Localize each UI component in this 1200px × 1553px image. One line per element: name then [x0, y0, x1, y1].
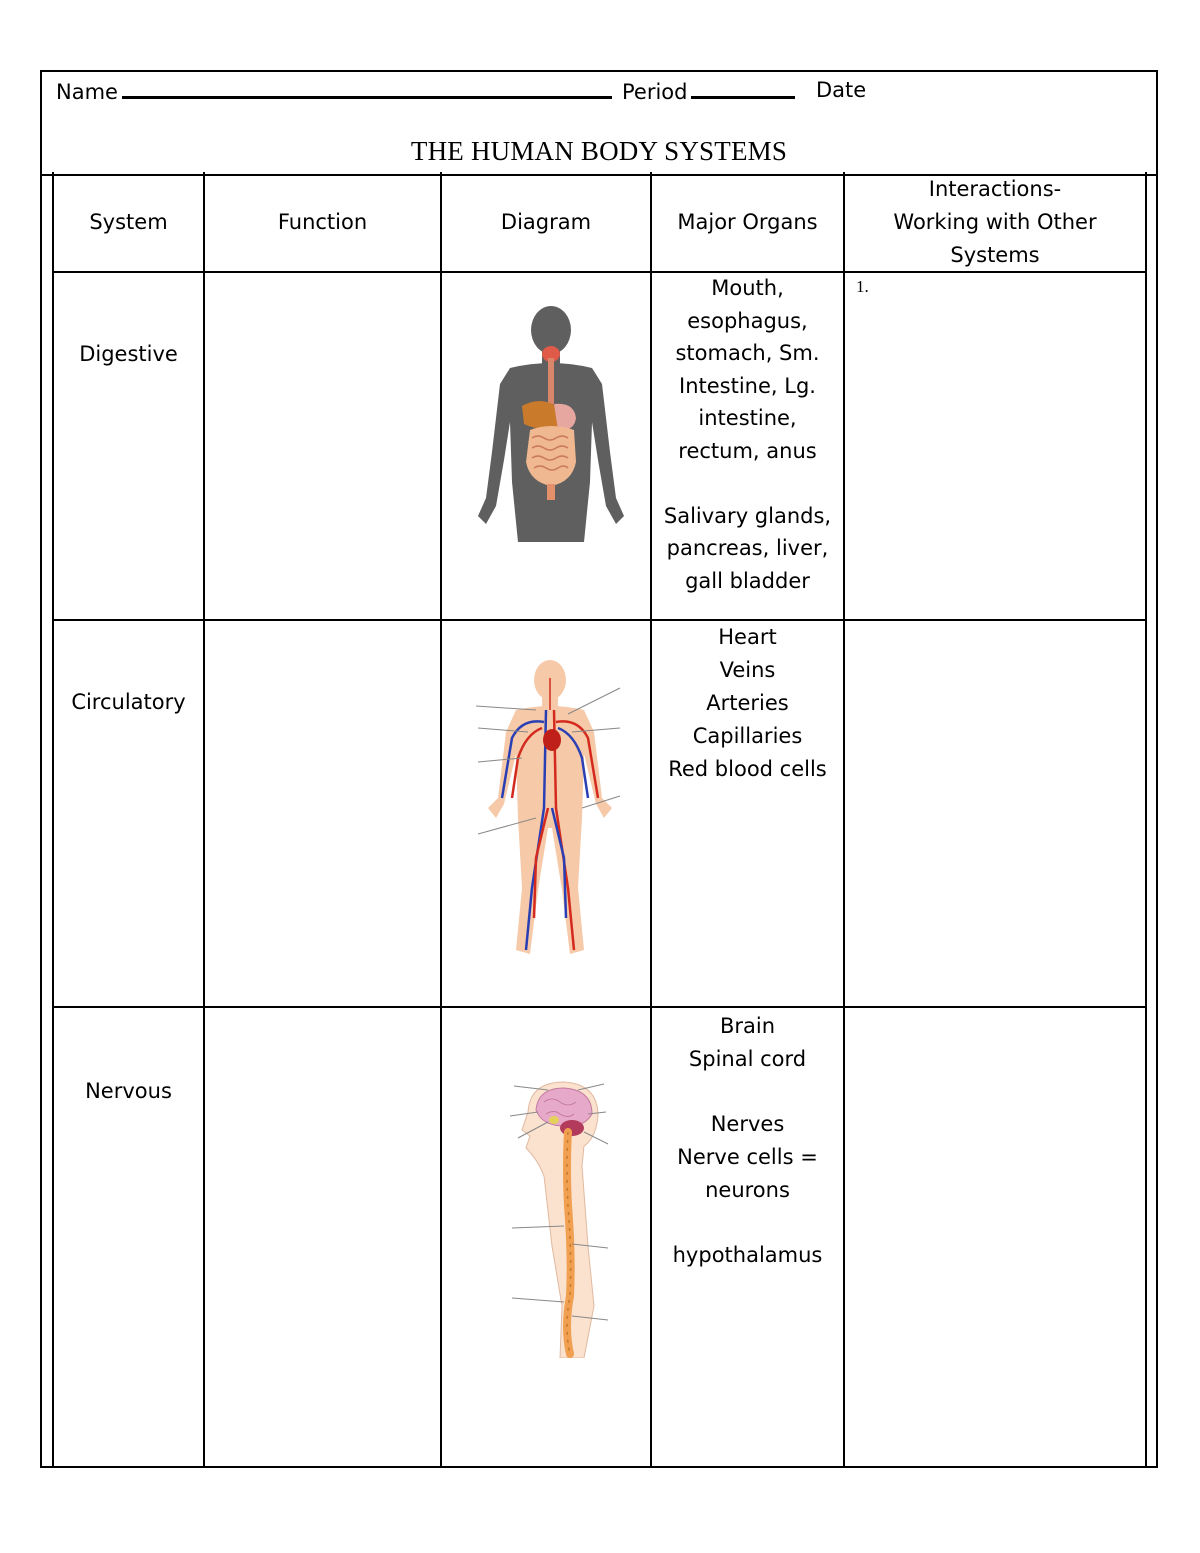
- interactions-digestive[interactable]: 1.: [856, 277, 869, 296]
- organs-circulatory: Heart Veins Arteries Capillaries Red blood cells: [668, 625, 827, 781]
- system-digestive: Digestive: [79, 342, 178, 366]
- period-label: Period: [622, 80, 688, 104]
- organs-nervous: Brain Spinal cord Nerves Nerve cells = neurons hypothalamus: [672, 1014, 823, 1267]
- period-blank[interactable]: [691, 78, 795, 99]
- name-field[interactable]: [56, 78, 612, 104]
- date-field[interactable]: [816, 78, 866, 102]
- name-label: Name: [56, 80, 118, 104]
- col-header-major-organs: Major Organs: [677, 210, 818, 234]
- table-border-bottom: [52, 1466, 1147, 1468]
- system-circulatory: Circulatory: [71, 690, 186, 714]
- col-header-diagram: Diagram: [500, 210, 592, 234]
- nervous-system-icon: [508, 1076, 612, 1358]
- system-nervous: Nervous: [85, 1079, 172, 1103]
- date-label: Date: [816, 78, 867, 102]
- col-header-interactions: Interactions- Working with Other Systems: [893, 177, 1097, 267]
- row-divider-1: [52, 619, 1147, 621]
- circulatory-system-icon: [472, 658, 624, 960]
- col-divider-2: [440, 172, 442, 1468]
- name-blank[interactable]: [122, 78, 612, 99]
- worksheet-header: [42, 72, 1156, 176]
- col-divider-4: [843, 172, 845, 1468]
- col-header-system: System: [89, 210, 168, 234]
- organs-digestive: Mouth, esophagus, stomach, Sm. Intestine, Lg. intestine, rectum, anus Salivary glands, pancreas, liver, gall bladder: [663, 276, 832, 593]
- table-border-right: [1145, 172, 1147, 1468]
- period-field[interactable]: [622, 78, 795, 104]
- col-divider-1: [203, 172, 205, 1468]
- page-title: THE HUMAN BODY SYSTEMS: [410, 136, 788, 166]
- row-divider-2: [52, 1006, 1147, 1008]
- col-header-function: Function: [277, 210, 368, 234]
- digestive-system-icon: [470, 302, 632, 546]
